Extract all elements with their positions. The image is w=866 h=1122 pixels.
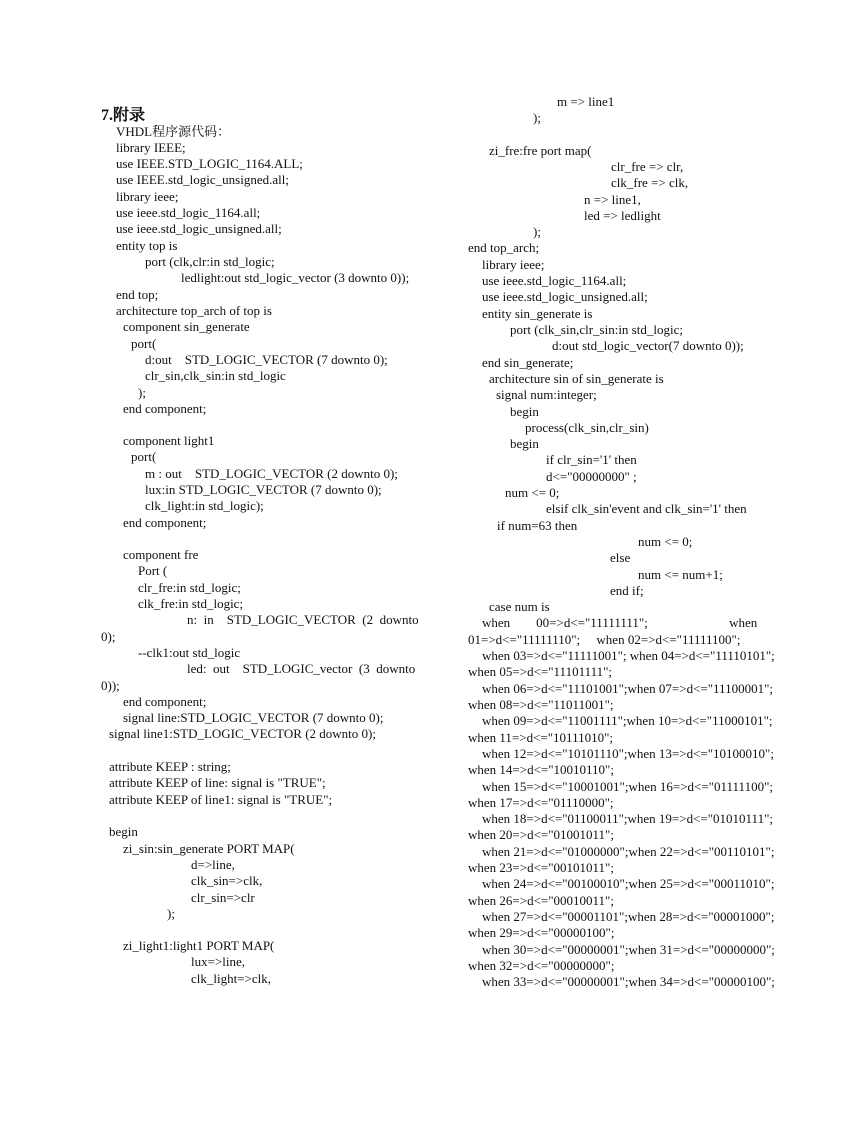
code-line: n => line1,: [584, 192, 641, 207]
code-line: clr_sin,clk_sin:in std_logic: [145, 368, 286, 383]
code-line: entity sin_generate is: [482, 306, 593, 321]
code-line: when 03=>d<="11111001"; when 04=>d<="11110101";: [482, 648, 775, 663]
code-line: if clr_sin='1' then: [546, 452, 637, 467]
code-line: d=>line,: [191, 857, 235, 872]
code-line: when 20=>d<="01001011";: [468, 827, 614, 842]
code-line: library ieee;: [482, 257, 545, 272]
code-line: attribute KEEP of line1: signal is "TRUE";: [109, 792, 333, 807]
code-line: signal line:STD_LOGIC_VECTOR (7 downto 0);: [123, 710, 384, 725]
code-line: begin: [510, 436, 539, 451]
code-line: led: out STD_LOGIC_vector (3 downto: [187, 661, 416, 676]
code-line: 0);: [101, 629, 116, 644]
code-line: process(clk_sin,clr_sin): [525, 420, 649, 435]
code-line: when 32=>d<="00000000";: [468, 958, 615, 973]
code-line: lux:in STD_LOGIC_VECTOR (7 downto 0);: [145, 482, 382, 497]
code-line: when 12=>d<="10101110";when 13=>d<="10100010";: [482, 746, 774, 761]
code-line: when 26=>d<="00010011";: [468, 893, 614, 908]
code-line: Port (: [138, 563, 168, 578]
code-line: clk_fre:in std_logic;: [138, 596, 244, 611]
code-line: zi_fre:fre port map(: [489, 143, 592, 158]
code-line: when 24=>d<="00100010";when 25=>d<="00011010";: [482, 876, 775, 891]
code-line: ledlight:out std_logic_vector (3 downto 0));: [181, 270, 410, 285]
code-line: clk_sin=>clk,: [191, 873, 263, 888]
code-line: if num=63 then: [497, 518, 578, 533]
section-title: 7.附录: [101, 107, 146, 124]
code-line: signal line1:STD_LOGIC_VECTOR (2 downto 0);: [109, 726, 376, 741]
code-line: end sin_generate;: [482, 355, 574, 370]
code-line: when 06=>d<="11101001";when 07=>d<="11100001";: [482, 681, 773, 696]
code-line: library ieee;: [116, 189, 179, 204]
code-line: num <= 0;: [505, 485, 560, 500]
code-line: when 21=>d<="01000000";when 22=>d<="00110101";: [482, 844, 775, 859]
code-line: clk_light:in std_logic);: [145, 498, 264, 513]
code-line: when 30=>d<="00000001";when 31=>d<="00000000";: [482, 942, 775, 957]
code-line: end component;: [123, 401, 207, 416]
code-line: d<="00000000" ;: [546, 469, 637, 484]
code-line: d:out std_logic_vector(7 downto 0));: [552, 338, 744, 353]
code-line: m : out STD_LOGIC_VECTOR (2 downto 0);: [145, 466, 398, 481]
code-line: clr_sin=>clr: [191, 890, 255, 905]
code-line: clk_light=>clk,: [191, 971, 272, 986]
code-line: when 09=>d<="11001111";when 10=>d<="11000101";: [482, 713, 773, 728]
code-line: elsif clk_sin'event and clk_sin='1' then: [546, 501, 747, 516]
code-line: component light1: [123, 433, 215, 448]
code-line: 0));: [101, 678, 120, 693]
code-line: when 33=>d<="00000001";when 34=>d<="00000100";: [482, 974, 775, 989]
code-line: num <= 0;: [638, 534, 693, 549]
code-line: architecture sin of sin_generate is: [489, 371, 664, 386]
code-line: attribute KEEP : string;: [109, 759, 231, 774]
code-line: when 17=>d<="01110000";: [468, 795, 614, 810]
code-line: led => ledlight: [584, 208, 661, 223]
code-line: attribute KEEP of line: signal is "TRUE";: [109, 775, 326, 790]
code-line: when 14=>d<="10010110";: [468, 762, 614, 777]
code-line: lux=>line,: [191, 954, 246, 969]
code-line: when 29=>d<="00000100";: [468, 925, 615, 940]
code-line: when 18=>d<="01100011";when 19=>d<="01010111";: [482, 811, 773, 826]
code-line: );: [167, 906, 175, 921]
code-line: when 08=>d<="11011001";: [468, 697, 614, 712]
code-line: clr_fre:in std_logic;: [138, 580, 241, 595]
code-line: );: [533, 224, 541, 239]
code-line: end component;: [123, 515, 207, 530]
code-line: clr_fre => clr,: [611, 159, 684, 174]
code-line: architecture top_arch of top is: [116, 303, 272, 318]
code-line: use IEEE.std_logic_unsigned.all;: [116, 172, 289, 187]
code-line: begin: [109, 824, 138, 839]
code-line: 01=>d<="11111110"; when 02=>d<="11111100";: [468, 632, 741, 647]
code-line: zi_light1:light1 PORT MAP(: [123, 938, 275, 953]
code-line: clk_fre => clk,: [611, 175, 689, 190]
code-line: port (clk_sin,clr_sin:in std_logic;: [510, 322, 683, 337]
code-line: when 27=>d<="00001101";when 28=>d<="00001000";: [482, 909, 775, 924]
code-line: use ieee.std_logic_1164.all;: [116, 205, 261, 220]
code-line: component sin_generate: [123, 319, 250, 334]
code-line: when 05=>d<="11101111";: [468, 664, 613, 679]
code-line: end top_arch;: [468, 240, 540, 255]
code-line: when 23=>d<="00101011";: [468, 860, 614, 875]
code-line: d:out STD_LOGIC_VECTOR (7 downto 0);: [145, 352, 388, 367]
code-line: m => line1: [557, 94, 615, 109]
code-line: component fre: [123, 547, 199, 562]
code-line: use ieee.std_logic_unsigned.all;: [116, 221, 282, 236]
code-line: --clk1:out std_logic: [138, 645, 241, 660]
code-line: zi_sin:sin_generate PORT MAP(: [123, 841, 295, 856]
code-line: port(: [131, 449, 157, 464]
code-line: VHDL程序源代码：: [116, 124, 231, 139]
code-line: signal num:integer;: [496, 387, 597, 402]
code-line: use ieee.std_logic_1164.all;: [482, 273, 627, 288]
code-line: port (clk,clr:in std_logic;: [145, 254, 275, 269]
code-line: begin: [510, 404, 539, 419]
code-line: num <= num+1;: [638, 567, 723, 582]
code-line: end if;: [610, 583, 644, 598]
code-line: when 00=>d<="11111111"; when: [482, 615, 758, 630]
code-line: when 11=>d<="10111010";: [468, 730, 614, 745]
code-line: end top;: [116, 287, 159, 302]
code-line: use ieee.std_logic_unsigned.all;: [482, 289, 648, 304]
code-line: when 15=>d<="10001001";when 16=>d<="01111100";: [482, 779, 773, 794]
code-line: );: [138, 385, 146, 400]
code-line: n: in STD_LOGIC_VECTOR (2 downto: [187, 612, 419, 627]
code-line: use IEEE.STD_LOGIC_1164.ALL;: [116, 156, 303, 171]
code-line: entity top is: [116, 238, 178, 253]
code-line: else: [610, 550, 631, 565]
code-line: port(: [131, 336, 157, 351]
code-line: );: [533, 110, 541, 125]
code-line: library IEEE;: [116, 140, 186, 155]
code-line: end component;: [123, 694, 207, 709]
code-line: case num is: [489, 599, 550, 614]
